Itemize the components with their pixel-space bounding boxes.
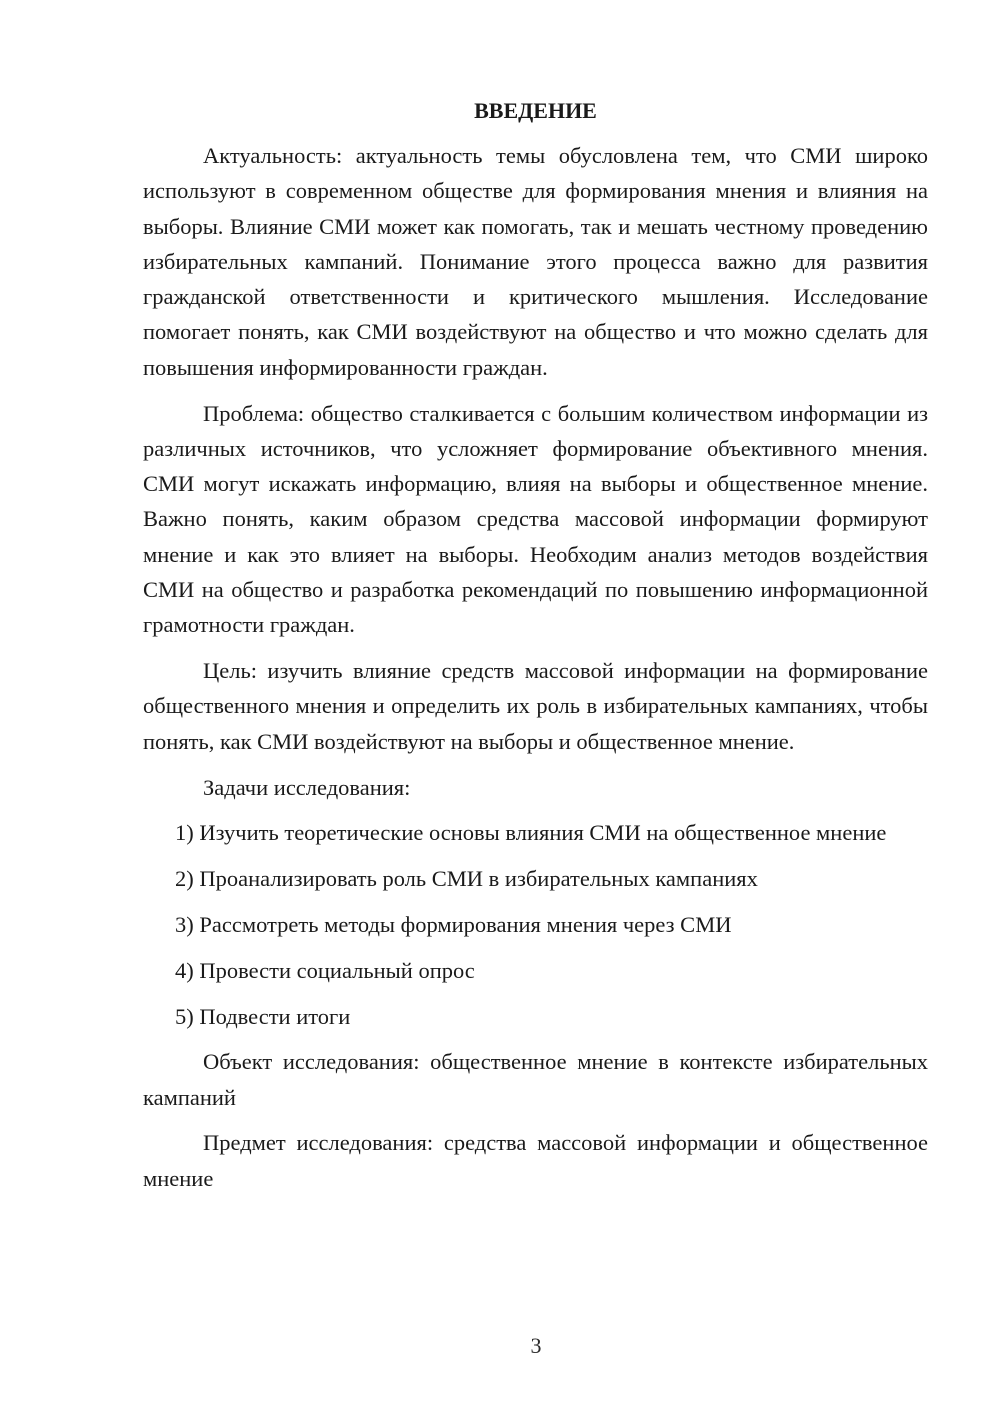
task-item-3: 3) Рассмотреть методы формирования мнения через СМИ [175,911,732,937]
task-item-4: 4) Провести социальный опрос [175,957,475,983]
task-item-5: 5) Подвести итоги [175,1003,351,1029]
relevance-paragraph: Актуальность: актуальность темы обусловлена тем, что СМИ широко используют в современном обществе для формирования мнения и влияния на выборы. Влияние СМИ может как помогать, так и мешать честному проведению избирательных кампаний. Понимание этого процесса важно для развития гражданской ответственности и критического мышления. Исследование помогает понять, как СМИ воздействуют на общество и что можно сделать для повышения информированности граждан. [143,143,928,380]
page-title: ВВЕДЕНИЕ [474,98,597,123]
page-number: 3 [530,1333,542,1358]
task-item-1: 1) Изучить теоретические основы влияния СМИ на общественное мнение [175,820,887,846]
tasks-heading: Задачи исследования: [203,774,411,800]
goal-paragraph: Цель: изучить влияние средств массовой информации на формирование общественного мнения и определить их роль в избирательных кампаниях, чтобы понять, как СМИ воздействуют на выборы и общественное мнение. [143,658,928,754]
problem-paragraph: Проблема: общество сталкивается с большим количеством информации из различных источников, что усложняет формирование объективного мнения. СМИ могут искажать информацию, влияя на выборы и общественное мнение. Важно понять, каким образом средства массовой информации формируют мнение и как это влияет на выборы. Необходим анализ методов воздействия СМИ на общество и разработка рекомендаций по повышению информационной грамотности граждан. [143,400,928,638]
object-paragraph: Объект исследования: общественное мнение в контексте избирательных кампаний [143,1049,928,1110]
page-content [143,96,928,1207]
subject-paragraph: Предмет исследования: средства массовой информации и общественное мнение [143,1130,928,1191]
task-item-2: 2) Проанализировать роль СМИ в избирательных кампаниях [175,866,758,892]
